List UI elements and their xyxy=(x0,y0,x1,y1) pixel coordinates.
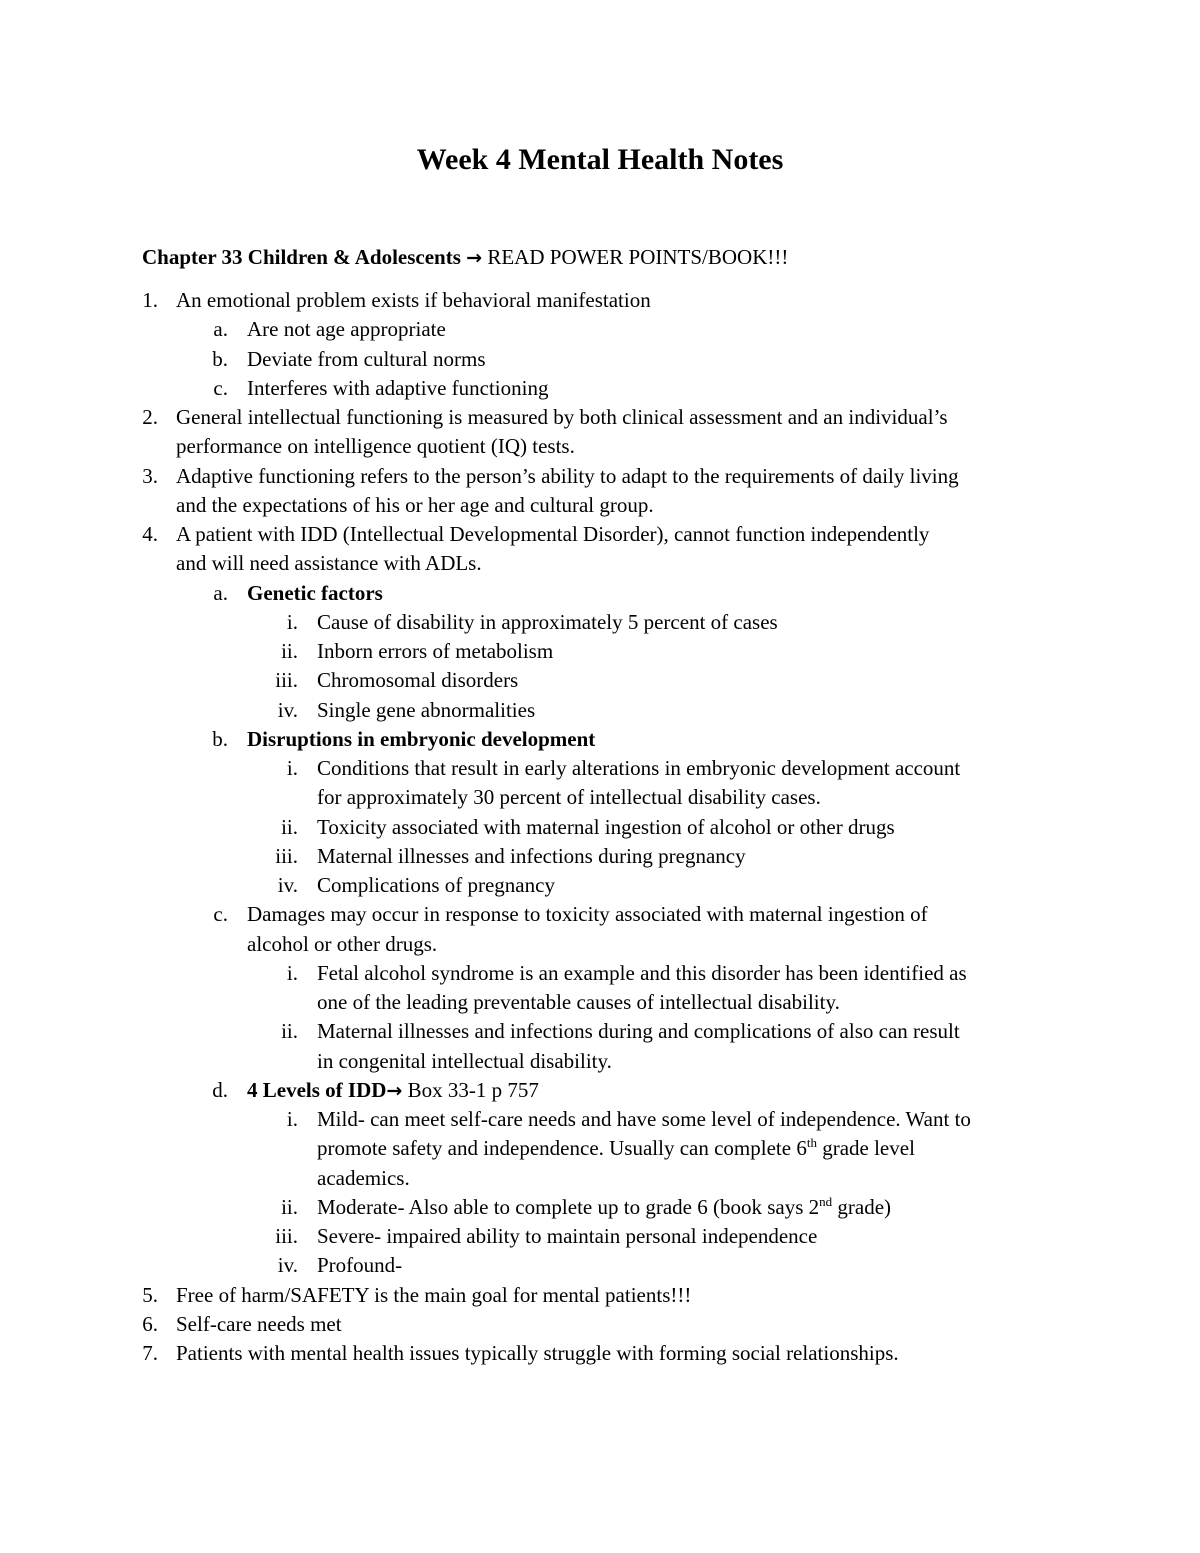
list-text xyxy=(317,1134,915,1163)
list-item xyxy=(0,462,1200,491)
list-text: for approximately 30 percent of intellectual disability cases. xyxy=(317,785,821,810)
read-instruction: READ POWER POINTS/BOOK!!! xyxy=(487,245,789,269)
list-text: Deviate from cultural norms xyxy=(247,346,486,371)
list-marker: 4. xyxy=(142,522,158,546)
list-marker: d. xyxy=(212,1077,228,1102)
list-text: Profound- xyxy=(317,1253,403,1278)
list-item xyxy=(0,1222,1200,1251)
list-item xyxy=(0,696,1200,725)
section-heading: Genetic factors xyxy=(247,580,383,605)
list-item xyxy=(0,1017,1200,1046)
list-item xyxy=(0,1105,1200,1134)
list-item-continuation xyxy=(0,432,1200,461)
list-text: An emotional problem exists if behavioral manifestation xyxy=(176,288,651,312)
list-marker: b. xyxy=(212,346,228,371)
list-text: in congenital intellectual disability. xyxy=(317,1048,612,1073)
list-text: Mild- can meet self-care needs and have some level of independence. Want to xyxy=(317,1107,971,1131)
list-item xyxy=(0,1339,1200,1368)
list-marker: b. xyxy=(212,726,228,751)
list-marker: 7. xyxy=(142,1341,158,1365)
list-text: Toxicity associated with maternal ingestion of alcohol or other drugs xyxy=(317,814,895,839)
list-marker: i. xyxy=(286,756,298,780)
list-text: Damages may occur in response to toxicity associated with maternal ingestion of xyxy=(247,902,928,927)
list-marker: 5. xyxy=(142,1282,158,1307)
list-text: and will need assistance with ADLs. xyxy=(176,551,482,576)
list-item xyxy=(0,871,1200,900)
list-text: Inborn errors of metabolism xyxy=(317,639,554,663)
list-item-continuation xyxy=(0,1164,1200,1193)
superscript: th xyxy=(806,1135,817,1151)
list-marker: 1. xyxy=(142,288,158,312)
list-item-continuation xyxy=(0,1134,1200,1163)
list-item xyxy=(0,725,1200,754)
list-text: Fetal alcohol syndrome is an example and this disorder has been identified as xyxy=(317,960,967,985)
list-item xyxy=(0,315,1200,344)
list-item xyxy=(0,403,1200,432)
notes-list xyxy=(0,286,1200,1368)
list-item xyxy=(0,1076,1200,1105)
list-text: Conditions that result in early alterations in embryonic development account xyxy=(317,756,961,780)
list-marker: a. xyxy=(213,317,228,342)
list-item xyxy=(0,608,1200,637)
list-text: Cause of disability in approximately 5 percent of cases xyxy=(317,609,778,634)
list-text: Chromosomal disorders xyxy=(317,668,519,693)
list-marker: ii. xyxy=(281,1194,298,1219)
text-run: promote safety and independence. Usually can complete 6 xyxy=(317,1136,807,1161)
list-item xyxy=(0,374,1200,403)
list-item-continuation xyxy=(0,1047,1200,1076)
text-run: grade level xyxy=(816,1136,915,1161)
list-item-continuation xyxy=(0,783,1200,812)
superscript: nd xyxy=(819,1193,833,1209)
list-text: Self-care needs met xyxy=(176,1311,342,1336)
list-text: Free of harm/SAFETY is the main goal for mental patients!!! xyxy=(176,1282,692,1307)
list-text: and the expectations of his or her age and cultural group. xyxy=(176,492,654,517)
section-heading: Disruptions in embryonic development xyxy=(247,726,596,751)
list-item xyxy=(0,1193,1200,1222)
list-text: Adaptive functioning refers to the person’s ability to adapt to the requirements of daily living xyxy=(176,463,959,488)
list-text: Patients with mental health issues typically struggle with forming social relationships. xyxy=(176,1341,899,1365)
list-text: Maternal illnesses and infections during and complications of also can result xyxy=(317,1019,960,1044)
page-title: Week 4 Mental Health Notes xyxy=(416,143,784,176)
list-text: performance on intelligence quotient (IQ) tests. xyxy=(176,434,575,459)
list-text: Complications of pregnancy xyxy=(317,873,555,897)
list-marker: i. xyxy=(286,609,298,634)
list-item xyxy=(0,842,1200,871)
list-marker: iv. xyxy=(277,873,298,897)
list-text: General intellectual functioning is measured by both clinical assessment and an individual’s xyxy=(176,405,948,429)
list-item xyxy=(0,1251,1200,1280)
list-item xyxy=(0,813,1200,842)
list-marker: iii. xyxy=(275,1224,298,1248)
list-marker: 2. xyxy=(142,405,158,429)
list-item xyxy=(0,637,1200,666)
list-text: Severe- impaired ability to maintain personal independence xyxy=(317,1224,818,1248)
right-arrow-icon: → xyxy=(386,1079,403,1102)
list-item xyxy=(0,579,1200,608)
list-text xyxy=(247,1076,539,1106)
list-text: Interferes with adaptive functioning xyxy=(247,375,549,400)
list-marker: 6. xyxy=(142,1311,158,1336)
list-text: academics. xyxy=(317,1165,410,1190)
chapter-heading xyxy=(142,243,788,272)
right-arrow-icon: → xyxy=(466,247,483,269)
list-item xyxy=(0,900,1200,929)
list-item xyxy=(0,754,1200,783)
list-text: Maternal illnesses and infections during pregnancy xyxy=(317,843,746,868)
list-marker: i. xyxy=(286,1107,298,1131)
section-heading: 4 Levels of IDD xyxy=(247,1077,387,1102)
list-item xyxy=(0,1281,1200,1310)
list-marker: i. xyxy=(286,960,298,985)
list-text: Single gene abnormalities xyxy=(317,697,536,722)
list-marker: iv. xyxy=(277,1253,298,1278)
list-item xyxy=(0,286,1200,315)
box-reference: Box 33-1 p 757 xyxy=(402,1077,539,1102)
list-text: A patient with IDD (Intellectual Developmental Disorder), cannot function independently xyxy=(176,522,930,546)
list-item-continuation xyxy=(0,930,1200,959)
list-text: Are not age appropriate xyxy=(247,317,446,342)
list-text: one of the leading preventable causes of intellectual disability. xyxy=(317,990,840,1014)
list-marker: a. xyxy=(213,580,228,605)
list-marker: iii. xyxy=(275,668,298,693)
list-marker: c. xyxy=(213,375,228,400)
list-item xyxy=(0,1310,1200,1339)
list-marker: 3. xyxy=(142,463,158,488)
list-item-continuation xyxy=(0,491,1200,520)
list-item xyxy=(0,959,1200,988)
list-marker: iv. xyxy=(277,697,298,722)
text-run: Moderate- Also able to complete up to grade 6 (book says 2 xyxy=(317,1194,820,1219)
list-item-continuation xyxy=(0,549,1200,578)
list-marker: ii. xyxy=(281,639,298,663)
chapter-title: Chapter 33 Children & Adolescents xyxy=(142,245,461,269)
list-item xyxy=(0,666,1200,695)
list-item xyxy=(0,345,1200,374)
list-marker: ii. xyxy=(281,1019,298,1044)
list-marker: iii. xyxy=(275,843,298,868)
list-text: alcohol or other drugs. xyxy=(247,931,438,956)
list-item xyxy=(0,520,1200,549)
list-marker: ii. xyxy=(281,814,298,839)
list-text xyxy=(317,1193,891,1222)
list-marker: c. xyxy=(213,902,228,927)
list-item-continuation xyxy=(0,988,1200,1017)
text-run: grade) xyxy=(832,1194,892,1219)
